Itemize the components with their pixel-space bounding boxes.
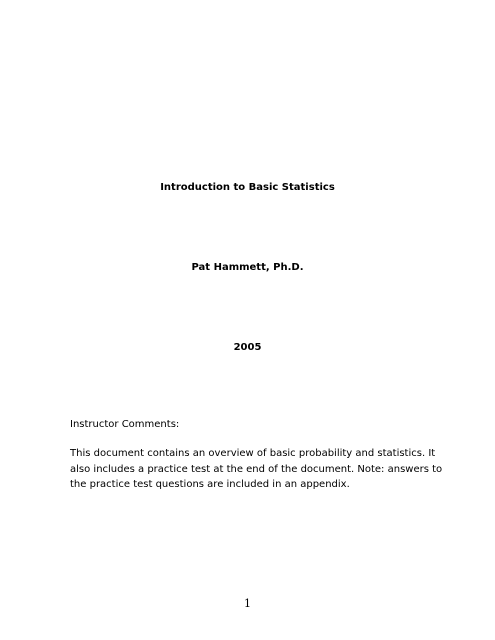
document-title: Introduction to Basic Statistics: [160, 182, 335, 193]
comments-line: the practice test questions are included in an appendix.: [70, 479, 350, 490]
instructor-comments-body: [70, 446, 443, 493]
page-number: 1: [244, 597, 251, 610]
document-author: Pat Hammett, Ph.D.: [191, 262, 304, 273]
instructor-comments-heading: Instructor Comments:: [70, 419, 180, 430]
document-year: 2005: [233, 342, 262, 353]
comments-line: also includes a practice test at the end of the document. Note: answers to: [70, 463, 443, 475]
comments-line: This document contains an overview of basic probability and statistics. It: [70, 448, 436, 459]
